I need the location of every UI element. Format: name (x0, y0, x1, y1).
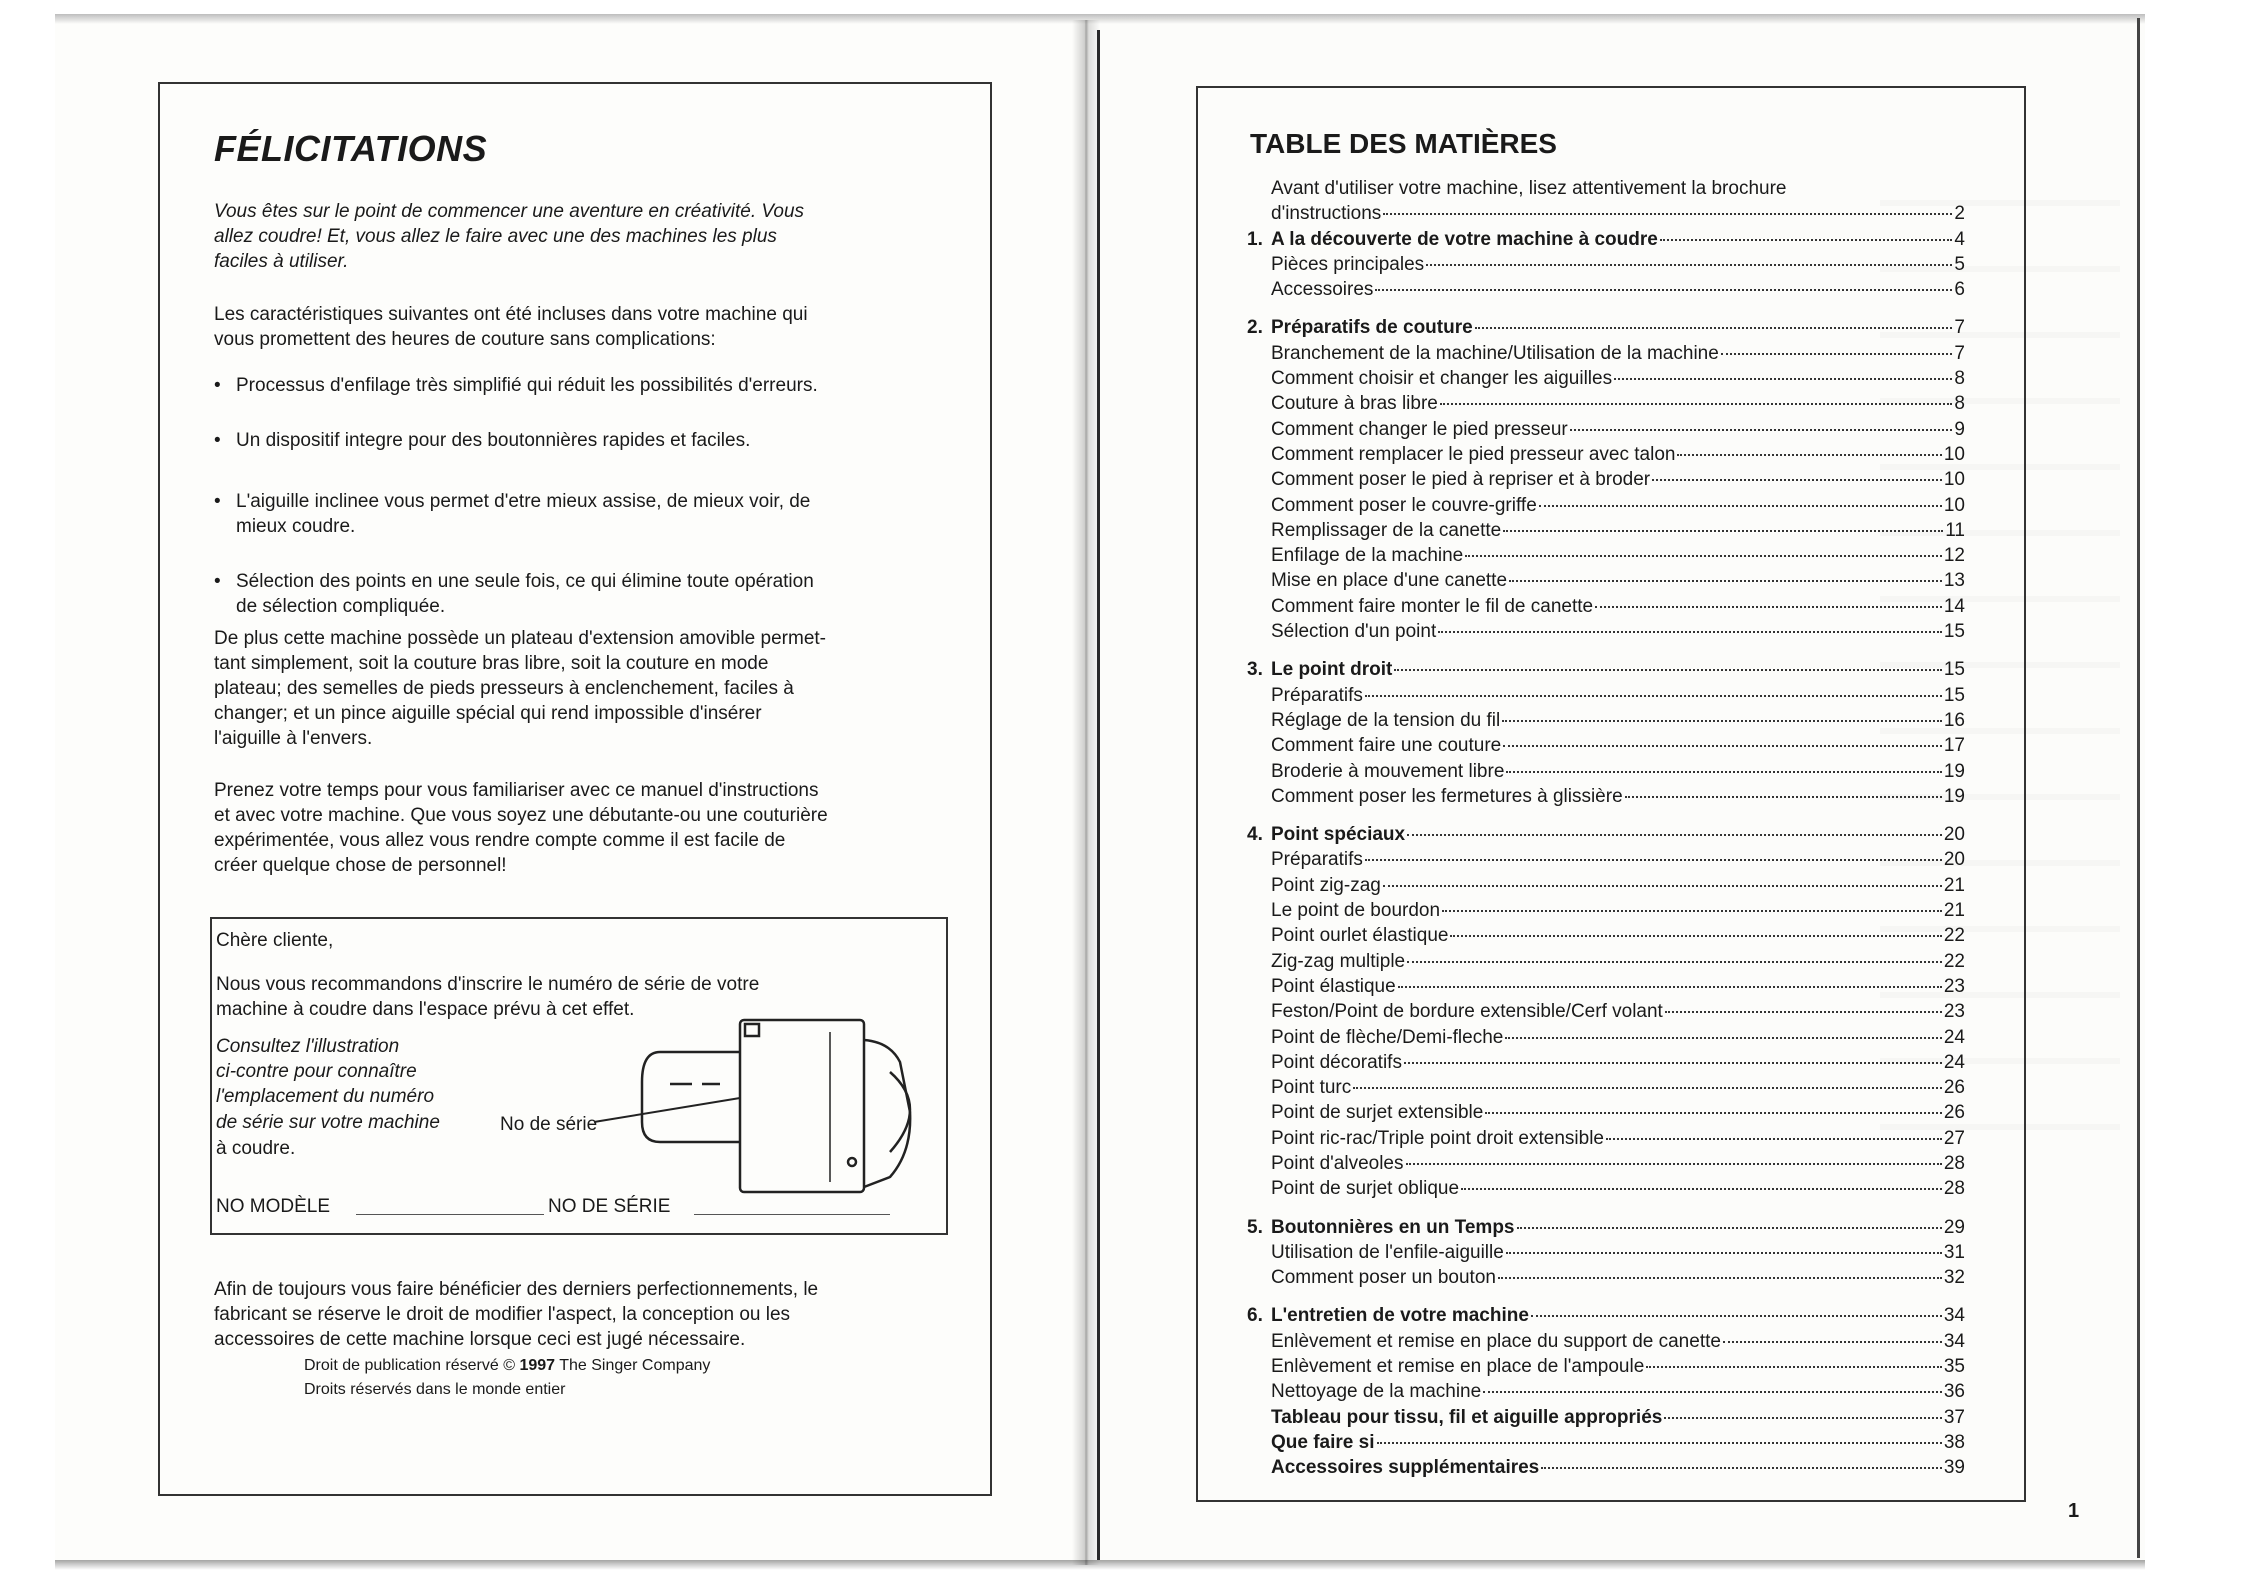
toc-chapter (1247, 822, 1965, 847)
toc-page-number: 15 (1943, 621, 1965, 643)
toc-entry (1247, 1405, 1965, 1430)
serial-label: NO DE SÉRIE (548, 1196, 671, 1217)
toc-page-number: 8 (1954, 393, 1965, 415)
toc-number: 3. (1247, 659, 1263, 681)
toc-label: Broderie à mouvement libre (1271, 760, 1505, 782)
toc-page-number: 10 (1943, 469, 1965, 491)
intro-line-1: Vous êtes sur le point de commencer une aventure en créativité. Vous (214, 201, 805, 222)
toc-entry (1247, 759, 1965, 784)
toc-leader-dots (1531, 1315, 1942, 1317)
toc-page-number: 23 (1943, 975, 1965, 997)
toc-label: Accessoires (1271, 279, 1374, 301)
toc-entry (1247, 493, 1965, 518)
toc-leader-dots (1541, 1467, 1942, 1469)
toc-entry (1247, 1379, 1965, 1404)
toc-leader-dots (1502, 720, 1942, 722)
toc-leader-dots (1440, 403, 1953, 405)
toc-page-number: 21 (1943, 874, 1965, 896)
toc-label: Préparatifs (1271, 684, 1363, 706)
scan-bottom-shadow (55, 1560, 2145, 1570)
toc-label: Point élastique (1271, 975, 1396, 997)
toc-label: Nettoyage de la machine (1271, 1381, 1482, 1403)
toc-page-number: 13 (1943, 570, 1965, 592)
toc-leader-dots (1404, 1062, 1942, 1064)
page-edge (2137, 18, 2140, 1558)
toc-leader-dots (1503, 745, 1942, 747)
prenez-line: et avec votre machine. Que vous soyez une débutante-ou une couturière (214, 805, 828, 826)
toc-leader-dots (1377, 1442, 1942, 1444)
consult-line: Consultez l'illustration (216, 1036, 400, 1057)
toc-page-number: 28 (1943, 1178, 1965, 1200)
toc-entry (1247, 949, 1965, 974)
toc-number: 6. (1247, 1305, 1263, 1327)
toc-label: Comment faire une couture (1271, 735, 1502, 757)
toc-page-number: 32 (1943, 1267, 1965, 1289)
toc-leader-dots (1509, 580, 1942, 582)
plateau-line: changer; et un pince aiguille spécial qui rend impossible d'insérer (214, 703, 762, 724)
toc-entry (1247, 1075, 1965, 1100)
toc-intro-continued: d'instructions 2 (1271, 203, 1965, 225)
toc-page-number: 16 (1943, 709, 1965, 731)
toc-page-number: 4 (1954, 228, 1965, 250)
toc-title: TABLE DES MATIÈRES (1250, 128, 1557, 159)
toc-label: Enfilage de la machine (1271, 545, 1464, 567)
toc-entry (1247, 847, 1965, 872)
toc-leader-dots (1539, 505, 1942, 507)
book-gutter (1072, 20, 1100, 1565)
toc-page-number: 24 (1943, 1026, 1965, 1048)
prenez-line: créer quelque chose de personnel! (214, 855, 507, 876)
toc-page-number: 7 (1954, 317, 1965, 339)
toc-entry (1247, 252, 1965, 277)
toc-label: Point de surjet oblique (1271, 1178, 1460, 1200)
toc-page-number: 19 (1943, 785, 1965, 807)
toc-entry (1247, 1100, 1965, 1125)
machine-body-outline (740, 1020, 864, 1192)
toc-entry (1247, 999, 1965, 1024)
toc-leader-dots (1383, 885, 1942, 887)
free-arm-outline (642, 1052, 740, 1142)
toc-number: 4. (1247, 824, 1263, 846)
toc-page-number: 15 (1943, 659, 1965, 681)
toc-leader-dots (1398, 986, 1942, 988)
toc-label: Point spéciaux (1271, 824, 1406, 846)
toc-page-number: 5 (1954, 253, 1965, 275)
toc-page-number: 17 (1943, 735, 1965, 757)
toc-entry (1247, 1430, 1965, 1455)
toc-page-number: 22 (1943, 950, 1965, 972)
consult-line: de série sur votre machine (216, 1112, 440, 1133)
plateau-line: tant simplement, soit la couture bras libre, soit la couture en mode (214, 653, 769, 674)
toc-leader-dots (1677, 454, 1941, 456)
toc-page-number: 9 (1954, 418, 1965, 440)
toc-label: Réglage de la tension du fil (1271, 709, 1501, 731)
page-number: 1 (2068, 1500, 2080, 1522)
toc-entry (1247, 442, 1965, 467)
toc-label: Branchement de la machine/Utilisation de la machine (1271, 342, 1719, 364)
toc-page-number: 29 (1943, 1216, 1965, 1238)
toc-label: Point de flèche/Demi-fleche (1271, 1026, 1504, 1048)
consult-line: l'emplacement du numéro (216, 1086, 435, 1107)
toc-entry (1247, 568, 1965, 593)
toc-leader-dots (1721, 353, 1953, 355)
toc-page-number: 39 (1943, 1457, 1965, 1479)
toc-page-number: 26 (1943, 1077, 1965, 1099)
toc-entry (1247, 1455, 1965, 1480)
toc-label: Accessoires supplémentaires (1271, 1457, 1540, 1479)
toc-label: Point zig-zag (1271, 874, 1381, 896)
toc-leader-dots (1394, 669, 1941, 671)
plateau-line: plateau; des semelles de pieds presseurs à enclenchement, faciles à (214, 678, 794, 699)
toc-entry (1247, 1025, 1965, 1050)
toc-label: Comment remplacer le pied presseur avec talon (1271, 443, 1676, 465)
table-of-contents (1247, 176, 1965, 1481)
toc-entry (1247, 1176, 1965, 1201)
toc-label: Comment poser les fermetures à glissière (1271, 785, 1623, 807)
no-de-serie-label: No de série (500, 1114, 598, 1135)
toc-label: Pièces principales (1271, 253, 1425, 275)
toc-leader-dots (1660, 239, 1953, 241)
toc-label: Point de surjet extensible (1271, 1102, 1484, 1124)
toc-entry (1247, 391, 1965, 416)
toc-chapter (1247, 227, 1965, 252)
toc-leader-dots (1365, 695, 1942, 697)
toc-page-number: 19 (1943, 760, 1965, 782)
toc-leader-dots (1483, 1391, 1942, 1393)
toc-entry (1247, 1354, 1965, 1379)
toc-label: Le point droit (1271, 659, 1393, 681)
toc-entry (1247, 619, 1965, 644)
toc-entry (1247, 518, 1965, 543)
toc-label: Que faire si (1271, 1431, 1375, 1453)
serial-number-line (694, 1214, 890, 1215)
toc-leader-dots (1503, 530, 1943, 532)
serial-instruction-2: machine à coudre dans l'espace prévu à cet effet. (216, 999, 635, 1020)
prenez-line: expérimentée, vous allez vous rendre compte comme il est facile de (214, 830, 786, 851)
intro-line-3: faciles à utiliser. (214, 251, 349, 272)
toc-number: 2. (1247, 317, 1263, 339)
toc-entry (1247, 898, 1965, 923)
toc-label: Boutonnières en un Temps (1271, 1216, 1515, 1238)
toc-label: Point d'alveoles (1271, 1152, 1404, 1174)
toc-page-number: 37 (1943, 1406, 1965, 1428)
screw-detail (848, 1158, 856, 1166)
toc-leader-dots (1442, 910, 1942, 912)
serial-leader-line (594, 1098, 740, 1122)
toc-page-number: 35 (1943, 1356, 1965, 1378)
toc-label: Couture à bras libre (1271, 393, 1438, 415)
toc-page-number: 15 (1943, 684, 1965, 706)
afin-line: fabricant se réserve le droit de modifier l'aspect, la conception ou les (214, 1304, 791, 1325)
toc-page-number: 28 (1943, 1152, 1965, 1174)
feature-item: • Sélection des points en une seule fois, ce qui élimine toute opération de sélection compliquée. (214, 569, 954, 619)
toc-entry (1247, 594, 1965, 619)
toc-label: Comment choisir et changer les aiguilles (1271, 368, 1613, 390)
scan-top-shadow (55, 14, 2145, 24)
feature-item: • Processus d'enfilage très simplifié qui réduit les possibilités d'erreurs. (214, 373, 954, 398)
toc-leader-dots (1450, 935, 1941, 937)
toc-page-number: 10 (1943, 443, 1965, 465)
toc-leader-dots (1506, 771, 1941, 773)
toc-leader-dots (1652, 479, 1942, 481)
toc-leader-dots (1498, 1277, 1942, 1279)
toc-leader-dots (1426, 264, 1952, 266)
toc-leader-dots (1664, 1417, 1942, 1419)
feature-item: • L'aiguille inclinee vous permet d'etre mieux assise, de mieux voir, de mieux coudre. (214, 489, 954, 539)
toc-label: Comment poser un bouton (1271, 1267, 1496, 1289)
toc-leader-dots (1475, 327, 1953, 329)
toc-entry (1247, 1126, 1965, 1151)
toc-label: Point décoratifs (1271, 1051, 1402, 1073)
toc-leader-dots (1465, 555, 1942, 557)
toc-leader-dots (1606, 1138, 1942, 1140)
toc-page-number: 6 (1954, 279, 1965, 301)
toc-leader-dots (1438, 631, 1942, 633)
toc-entry (1247, 341, 1965, 366)
toc-page-number: 20 (1943, 824, 1965, 846)
toc-leader-dots (1646, 1366, 1942, 1368)
toc-label: Remplissager de la canette (1271, 519, 1502, 541)
toc-leader-dots (1665, 1011, 1942, 1013)
toc-leader-dots (1485, 1112, 1942, 1114)
toc-page-number: 38 (1943, 1431, 1965, 1453)
toc-leader-dots (1723, 1341, 1942, 1343)
toc-page-number: 27 (1943, 1127, 1965, 1149)
serial-instruction-1: Nous vous recommandons d'inscrire le numéro de série de votre (216, 974, 760, 995)
toc-leader-dots (1365, 859, 1942, 861)
toc-chapter (1247, 1303, 1965, 1328)
toc-page-number: 36 (1943, 1381, 1965, 1403)
toc-entry (1247, 1151, 1965, 1176)
toc-page-number: 34 (1943, 1330, 1965, 1352)
toc-label: Comment changer le pied presseur (1271, 418, 1568, 440)
toc-number: 5. (1247, 1216, 1263, 1238)
toc-label: Utilisation de l'enfile-aiguille (1271, 1241, 1504, 1263)
toc-label: Feston/Point de bordure extensible/Cerf volant (1271, 1001, 1663, 1023)
toc-entry (1247, 784, 1965, 809)
toc-page-number: 14 (1943, 595, 1965, 617)
toc-leader-dots (1375, 289, 1952, 291)
toc-leader-dots (1353, 1087, 1942, 1089)
toc-entry (1247, 467, 1965, 492)
feature-item: • Un dispositif integre pour des boutonnières rapides et faciles. (214, 428, 954, 453)
felicitations-title: FÉLICITATIONS (214, 128, 488, 169)
toc-leader-dots (1407, 834, 1942, 836)
plateau-line: De plus cette machine possède un plateau d'extension amovible permet- (214, 628, 826, 649)
toc-label: Comment poser le couvre-griffe (1271, 494, 1537, 516)
toc-intro: Avant d'utiliser votre machine, lisez attentivement la brochure (1271, 178, 1787, 199)
intro-line-2: allez coudre! Et, vous allez le faire avec une des machines les plus (214, 226, 777, 247)
toc-entry (1247, 1265, 1965, 1290)
toc-label: Préparatifs (1271, 849, 1363, 871)
toc-entry (1247, 417, 1965, 442)
toc-label: Préparatifs de couture (1271, 317, 1473, 339)
toc-chapter (1247, 657, 1965, 682)
toc-page-number: 7 (1954, 342, 1965, 364)
toc-entry (1247, 733, 1965, 758)
toc-leader-dots (1407, 961, 1942, 963)
toc-page-number: 20 (1943, 849, 1965, 871)
machine-illustration (590, 1012, 950, 1202)
toc-leader-dots (1595, 606, 1942, 608)
toc-entry (1247, 683, 1965, 708)
toc-entry (1247, 708, 1965, 733)
toc-label: Mise en place d'une canette (1271, 570, 1508, 592)
serial-plate-detail (745, 1024, 759, 1036)
toc-entry (1247, 1240, 1965, 1265)
toc-page-number: 31 (1943, 1241, 1965, 1263)
toc-label: Comment poser le pied à repriser et à broder (1271, 469, 1651, 491)
toc-label: Tableau pour tissu, fil et aiguille appropriés (1271, 1406, 1663, 1428)
toc-page-number: 22 (1943, 925, 1965, 947)
toc-label: Enlèvement et remise en place du support de canette (1271, 1330, 1721, 1352)
toc-label: L'entretien de votre machine (1271, 1305, 1529, 1327)
features-line-2: vous promettent des heures de couture sans complications: (214, 329, 716, 350)
toc-page-number: 12 (1943, 545, 1965, 567)
toc-page-number: 23 (1943, 1001, 1965, 1023)
toc-entry (1247, 277, 1965, 302)
prenez-line: Prenez votre temps pour vous familiariser avec ce manuel d'instructions (214, 780, 819, 801)
toc-leader-dots (1461, 1188, 1942, 1190)
toc-label: A la découverte de votre machine à coudre (1271, 228, 1658, 250)
machine-end-cap (864, 1040, 910, 1187)
toc-page-number: 26 (1943, 1102, 1965, 1124)
toc-page-number: 10 (1943, 494, 1965, 516)
toc-leader-dots (1517, 1227, 1942, 1229)
toc-page-number: 8 (1954, 368, 1965, 390)
toc-label: Le point de bourdon (1271, 900, 1441, 922)
toc-number: 1. (1247, 228, 1263, 250)
toc-entry (1247, 543, 1965, 568)
toc-entry (1247, 366, 1965, 391)
toc-entry (1247, 1050, 1965, 1075)
model-label: NO MODÈLE (216, 1196, 331, 1217)
toc-label: Point ourlet élastique (1271, 925, 1449, 947)
toc-chapter (1247, 1215, 1965, 1240)
toc-page-number: 34 (1943, 1305, 1965, 1327)
model-number-line (356, 1214, 544, 1215)
toc-chapter (1247, 315, 1965, 340)
copyright: Droit de publication réservé © 1997 The Singer Company Droits réservés dans le monde entier (304, 1357, 711, 1398)
toc-entry (1247, 974, 1965, 999)
features-line-1: Les caractéristiques suivantes ont été incluses dans votre machine qui (214, 304, 808, 325)
toc-leader-dots (1506, 1252, 1942, 1254)
toc-leader-dots (1625, 796, 1942, 798)
toc-leader-dots (1505, 1037, 1942, 1039)
toc-leader-dots (1614, 378, 1952, 380)
afin-line: Afin de toujours vous faire bénéficier des derniers perfectionnements, le (214, 1279, 819, 1300)
toc-entry (1247, 1329, 1965, 1354)
consult-line: à coudre. (216, 1138, 296, 1159)
feature-list (214, 373, 954, 649)
greeting: Chère cliente, (216, 930, 334, 951)
toc-leader-dots (1570, 429, 1953, 431)
toc-label: Point turc (1271, 1077, 1352, 1099)
toc-label: Point ric-rac/Triple point droit extensible (1271, 1127, 1604, 1149)
toc-page-number: 21 (1943, 900, 1965, 922)
toc-leader-dots (1406, 1163, 1942, 1165)
toc-label: Comment faire monter le fil de canette (1271, 595, 1594, 617)
toc-entry (1247, 873, 1965, 898)
toc-entry (1247, 923, 1965, 948)
toc-page-number: 24 (1943, 1051, 1965, 1073)
plateau-line: l'aiguille à l'envers. (214, 728, 373, 749)
toc-page-number: 11 (1945, 519, 1965, 541)
afin-line: accessoires de cette machine lorsque ceci est jugé nécessaire. (214, 1329, 746, 1350)
toc-label: Sélection d'un point (1271, 621, 1437, 643)
toc-label: Zig-zag multiple (1271, 950, 1406, 972)
toc-label: Enlèvement et remise en place de l'ampoule (1271, 1356, 1645, 1378)
consult-line: ci-contre pour connaître (216, 1061, 417, 1082)
gutter-edge (1097, 30, 1100, 1560)
